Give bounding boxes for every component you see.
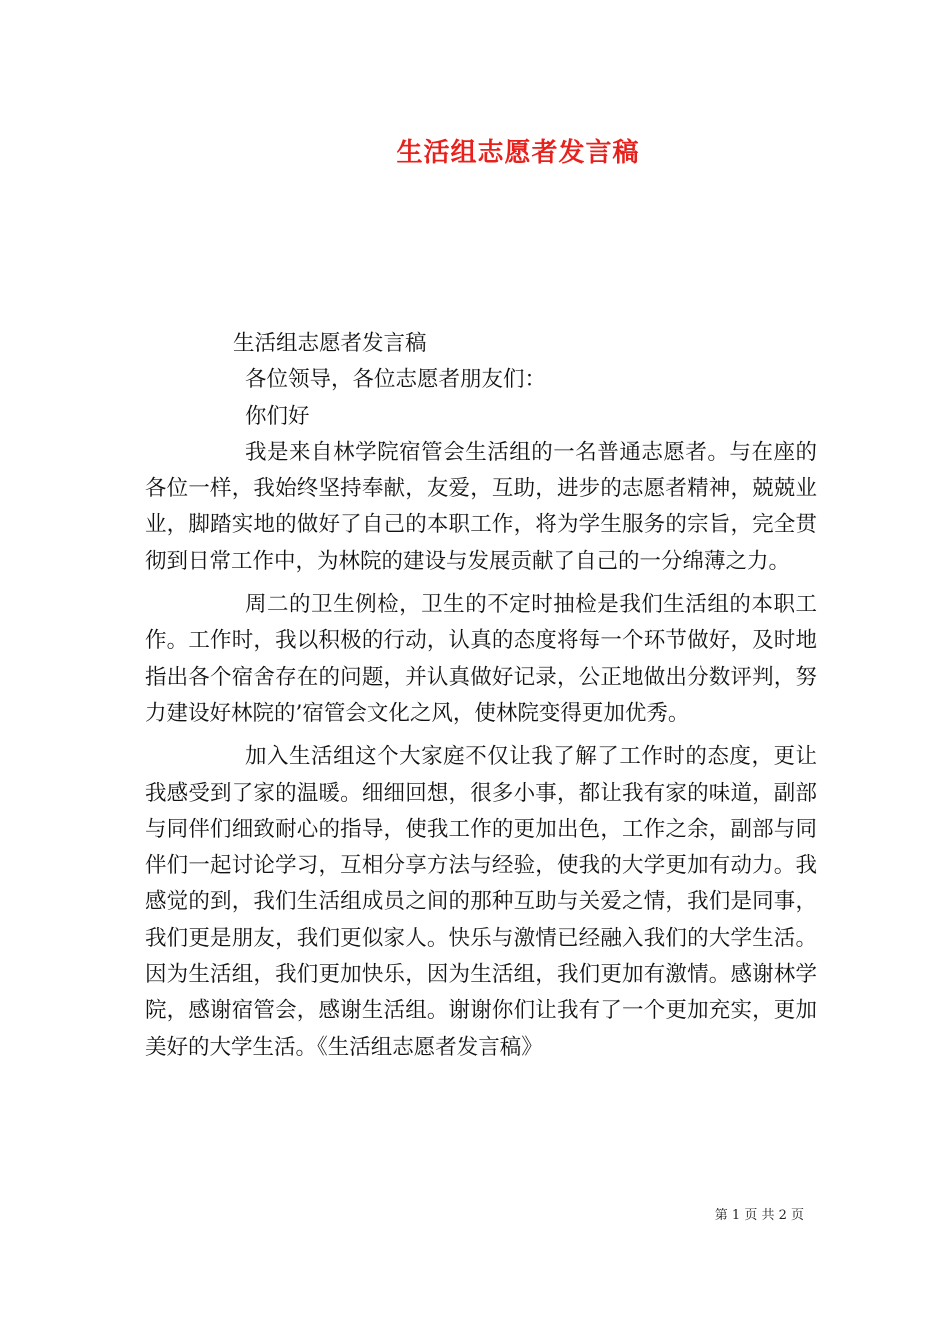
document-subtitle: 生活组志愿者发言稿 — [233, 331, 427, 356]
hello-line: 你们好 — [245, 403, 310, 429]
greeting: 各位领导，各位志愿者朋友们： — [245, 367, 547, 393]
paragraph-intro: 我是来自林学院宿管会生活组的一名普通志愿者。与在座的各位一样，我始终坚持奉献，友爱，互助，进步的志愿者精神，兢兢业业，脚踏实地的做好了自己的本职工作，将为学生服务的宗旨，完全贯彻到日常工作中，为林院的建设与发展贡献了自己的一分绵薄之力。 — [145, 439, 817, 574]
page-footer: 第 1 页 共 2 页 — [714, 1208, 804, 1223]
paragraph-family: 加入生活组这个大家庭不仅让我了解了工作时的态度，更让我感受到了家的温暖。细细回想，很多小事，都让我有家的味道，副部与同伴们细致耐心的指导，使我工作的更加出色，工作之余，副部与同伴们一起讨论学习，互相分享方法与经验，使我的大学更加有动力。我感觉的到，我们生活组成员之间的那种互助与关爱之情，我们是同事，我们更是朋友，我们更似家人。快乐与激情已经融入我们的大学生活。因为生活组，我们更加快乐，因为生活组，我们更加有激情。感谢林学院，感谢宿管会，感谢生活组。谢谢你们让我有了一个更加充实，更加美好的大学生活。《生活组志愿者发言稿》 — [145, 744, 817, 1060]
paragraph-inspection: 周二的卫生例检，卫生的不定时抽检是我们生活组的本职工作。工作时，我以积极的行动，认真的态度将每一个环节做好，及时地指出各个宿舍存在的问题，并认真做好记录，公正地做出分数评判，努力建设好林院的’宿管会文化之风，使林院变得更加优秀。 — [145, 592, 817, 726]
document-title: 生活组志愿者发言稿 — [396, 138, 640, 168]
document-body — [145, 326, 817, 1066]
